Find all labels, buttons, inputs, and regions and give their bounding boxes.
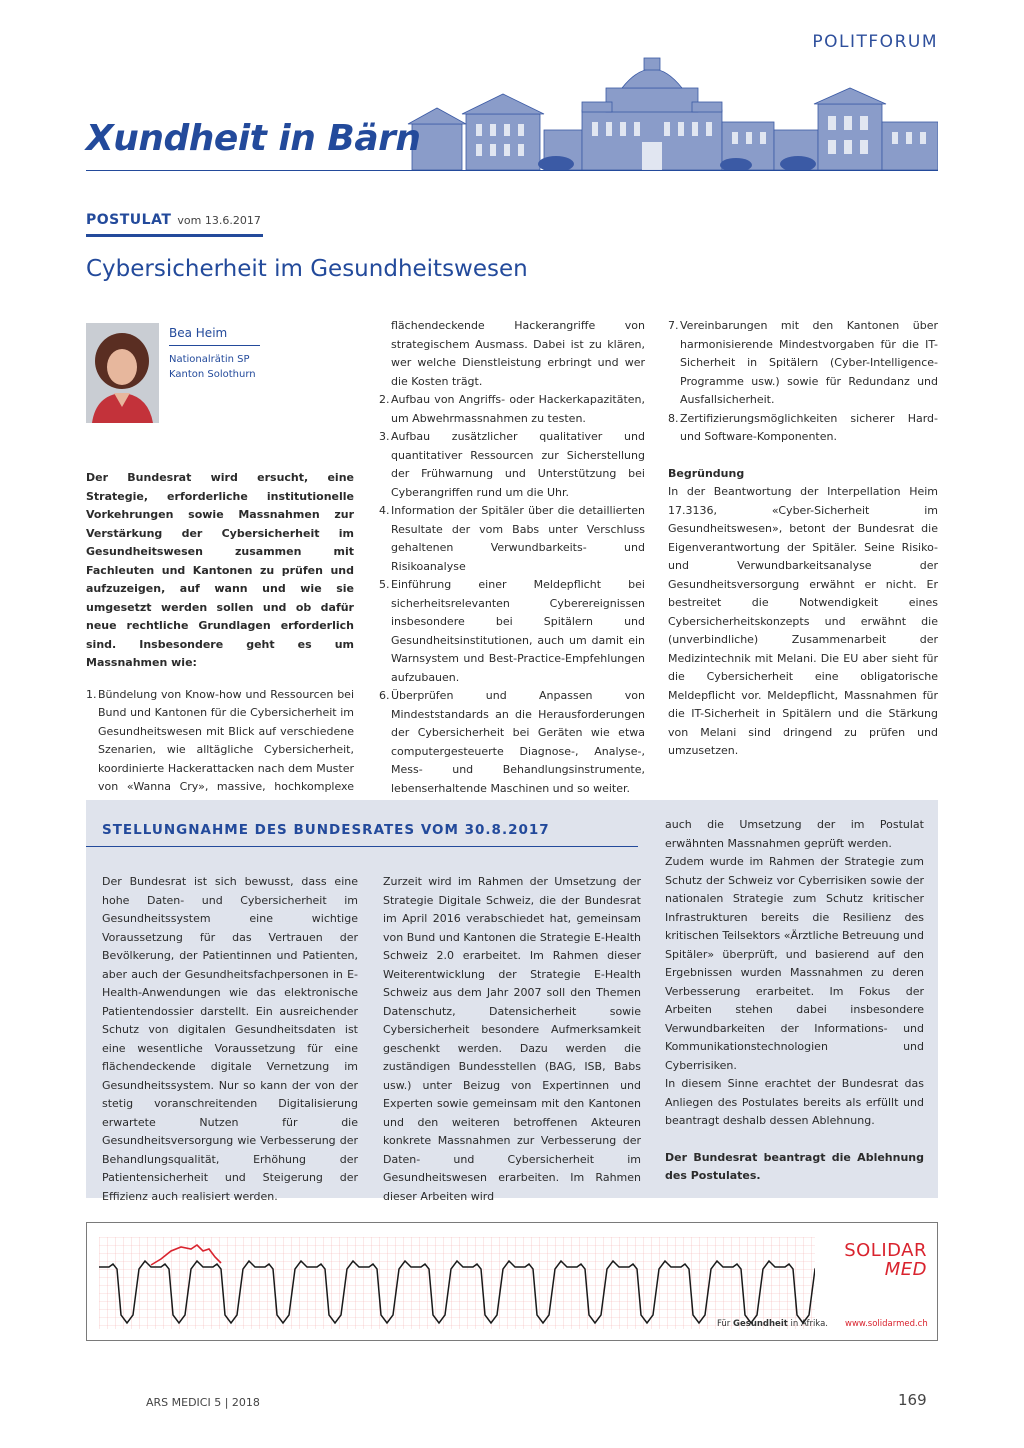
list-item-text: Bündelung von Know-how und Ressourcen bei Bund und Kantonen für die Cybersicherheit im Gesundheitswesen mit Blick auf verschiedene Szenarien, wie alltägliche Cybersicherheit, koordinierte Hackerattacken nach dem Muster von «Wanna Cry», massive, hochkomplexe <box>98 687 354 793</box>
postulat-label <box>86 212 261 228</box>
rubric-title: Xundheit in Bärn <box>86 118 421 159</box>
begruendung-title: Begründung <box>668 466 745 480</box>
article-column-3 <box>668 317 938 761</box>
statement-text-3c: In diesem Sinne erachtet der Bundesrat das Anliegen des Postulates bereits als erfüllt und beantragt deshalb dessen Ablehnung. <box>665 1077 924 1127</box>
statement-text-1: Der Bundesrat ist sich bewusst, dass eine hohe Daten- und Cybersicherheit im Gesundheitssystem eine wichtige Voraussetzung für das Vertrauen der Bevölkerung, der Patientinnen und Patienten, aber auch der Gesundheitsfachpersonen in E-Health-Anwendungen wie das elektronische Patientendossier darstellt. Ein ausreichender Schutz von digitalen Gesundheitsdaten ist eine wesentliche Voraussetzung für eine flächendeckende digitale Vernetzung im Gesundheitssystem. Nur so kann der von der stetig voranschreitenden Digitalisierung erwartete Nutzen für die Gesundheitsversorgung wie Verbesserung der Behandlungsqualität, Erhöhung der Patientensicherheit und Steigerung der Effizienz auch realisiert werden. <box>102 875 358 1203</box>
list-item-text: Aufbau von Angriffs- oder Hackerkapazitäten, um Abwehrmassnahmen zu testen. <box>391 393 645 425</box>
list-item-text: Überprüfen und Anpassen von Mindeststandards an die Herausforderungen der Cybersicherheit bei Geräten wie etwa computergesteuerte Diagnose-, Analyse-, Mess- und Behandlungsinstrumente, lebenserhaltende Maschinen und so weiter. <box>391 689 645 795</box>
ad-tagline-post: in Afrika. <box>787 1319 828 1329</box>
solidarmed-logo <box>843 1241 927 1279</box>
list-item <box>379 391 645 428</box>
list-item-number: 6. <box>379 689 390 702</box>
ecg-chart <box>99 1237 815 1329</box>
article-lead: Der Bundesrat wird ersucht, eine Strategie, erforderliche institutionelle Vorkehrungen sowie Massnahmen zur Verstärkung der Cybersicherheit im Gesundheitswesen zusammen mit Fachleuten und Kantonen zu prüfen und aufzuzeigen, auf wann und wie sie umgesetzt werden sollen und ob dafür neue rechtliche Grundlagen erforderlich sind. Insbesondere geht es um Massnahmen wie: <box>86 471 354 669</box>
list-item-number: 4. <box>379 504 390 517</box>
solidarmed-ad[interactable] <box>86 1222 938 1341</box>
list-item-number: 1. <box>86 687 97 701</box>
section-label: POLITFORUM <box>812 32 938 52</box>
statement-text-2: Zurzeit wird im Rahmen der Umsetzung der Strategie Digitale Schweiz, die der Bundesrat im April 2016 verabschiedet hat, gemeinsam von Bund und Kantonen die Strategie E-Health Schweiz 2.0 erarbeitet. Im Rahmen dieser Weiterentwicklung der Strategie E-Health Schweiz aus dem Jahr 2007 soll den Themen Datenschutz, Datensicherheit sowie Cybersicherheit besondere Aufmerksamkeit geschenkt werden. Dazu werden die zuständigen Bundesstellen (BAG, ISB, Babs usw.) unter Beizug von Expertinnen und Experten sowie gemeinsam mit den Kantonen und den weiteren betroffenen Akteuren konkrete Massnahmen zur Verbesserung der Daten- und Cybersicherheit im Gesundheitswesen erarbeiten. Im Rahmen dieser Arbeiten wird <box>383 875 641 1203</box>
logo-line-1: SOLIDAR <box>844 1240 927 1261</box>
page-number: 169 <box>898 1391 927 1409</box>
list-item <box>86 686 354 816</box>
author-divider <box>169 345 260 346</box>
begruendung-text: In der Beantwortung der Interpellation Heim 17.3136, «Cyber-Sicherheit im Gesundheitswesen», betont der Bundesrat die Eigenverantwortung der Spitäler. Seine Risiko- und Verwundbarkeitsanalyse der Gesundheitsversorgung erwähnt er nicht. Er bestreitet die Notwendigkeit eines Cybersicherheitskonzepts und erwähnt die (unverbindliche) Zusammenarbeit der Medizintechnik mit Melani. Die EU aber sieht für die Cybersicherheit eine obligatorische Meldepflicht vor. Meldepflicht, Massnahmen für die IT-Sicherheit in Spitälern und die Stärkung von Melani sind dringend zu prüfen und umzusetzen. <box>668 485 938 757</box>
list-item-number: 3. <box>379 430 390 443</box>
ad-tagline <box>717 1319 828 1329</box>
list-item-number: 7. <box>668 319 679 332</box>
article-column-2 <box>379 317 645 798</box>
author-portrait <box>86 323 159 423</box>
list-item <box>379 502 645 576</box>
ad-url-link[interactable]: www.solidarmed.ch <box>845 1319 928 1329</box>
header-divider <box>86 170 938 171</box>
list-items-middle <box>379 391 645 798</box>
list-item-number: 2. <box>379 393 390 406</box>
author-role-title: Nationalrätin SP <box>169 354 250 365</box>
list-item-text: Aufbau zusätzlicher qualitativer und quantitativer Ressourcen zur Sicherstellung der Frühwarnung und Unterstützung bei Cyberangriffen rund um die Uhr. <box>391 430 645 499</box>
postulat-underline <box>86 234 263 237</box>
article-column-1 <box>86 469 354 815</box>
statement-title: STELLUNGNAHME DES BUNDESRATES VOM 30.8.2017 <box>102 822 550 838</box>
statement-text-3a: auch die Umsetzung der im Postulat erwähnten Massnahmen geprüft werden. <box>665 818 924 850</box>
list-item <box>379 687 645 798</box>
statement-column-2 <box>383 873 641 1206</box>
author-role <box>169 352 256 382</box>
author-name: Bea Heim <box>169 326 228 340</box>
statement-conclusion: Der Bundesrat beantragt die Ablehnung des Postulates. <box>665 1150 924 1182</box>
list-item <box>379 576 645 687</box>
article-headline: Cybersicherheit im Gesundheitswesen <box>86 256 528 282</box>
list-item-text: Vereinbarungen mit den Kantonen über harmonisierende Mindestvorgaben für die IT-Sicherheit in Spitälern (Cyber-Intelligence-Programme usw.) sowie für Redundanz und Ausfallsicherheit. <box>680 319 938 406</box>
ad-tagline-pre: Für <box>717 1319 734 1329</box>
list-item-text: Information der Spitäler über die detaillierten Resultate der vom Babs unter Verschluss gehaltenen Verwundbarkeits- und Risikoanalyse <box>391 504 645 573</box>
list-item-text: Einführung einer Meldepflicht bei sicherheitsrelevanten Cyberereignissen insbesondere bei Spitälern und Gesundheitsinstitutionen, auch um damit ein Warnsystem und Best-Practice-Empfehlungen aufzubauen. <box>391 578 645 684</box>
parliament-building-illustration <box>406 52 938 170</box>
statement-title-rule <box>86 846 638 847</box>
postulat-date: vom 13.6.2017 <box>177 214 261 227</box>
list-item <box>668 410 938 447</box>
statement-column-1 <box>102 873 358 1206</box>
author-role-canton: Kanton Solothurn <box>169 369 256 380</box>
list-item-number: 5. <box>379 578 390 591</box>
list-item-text: Zertifizierungsmöglichkeiten sicherer Hard- und Software-Komponenten. <box>680 411 938 443</box>
list-item <box>668 317 938 410</box>
journal-issue: ARS MEDICI 5 | 2018 <box>146 1396 260 1409</box>
list-items-right <box>668 317 938 447</box>
logo-line-2: MED <box>884 1259 927 1280</box>
ecg-grid <box>99 1237 815 1329</box>
list-item <box>379 428 645 502</box>
statement-column-3 <box>665 816 924 1186</box>
postulat-type: POSTULAT <box>86 212 172 228</box>
list-item-continuation: flächendeckende Hackerangriffe von strategischem Ausmass. Dabei ist zu klären, wer welche Dienstleistung erbringt und wer die Kosten trägt. <box>391 319 645 388</box>
ad-tagline-bold: Gesundheit <box>733 1319 788 1329</box>
list-item-number: 8. <box>668 411 679 425</box>
statement-text-3b: Zudem wurde im Rahmen der Strategie zum Schutz der Schweiz vor Cyberrisiken sowie der nationalen Strategie zum Schutz kritischer Infrastrukturen bereits die Resilienz des kritischen Teilsektors «Ärztliche Betreuung und Spitäler» überprüft, und basierend auf den Ergebnissen wurden Massnahmen zu deren Verbesserung erarbeitet. Im Fokus der Arbeiten stehen dabei insbesondere Verwundbarkeiten der Informations- und Kommunikationstechnologien und Cyberrisiken. <box>665 855 924 1072</box>
